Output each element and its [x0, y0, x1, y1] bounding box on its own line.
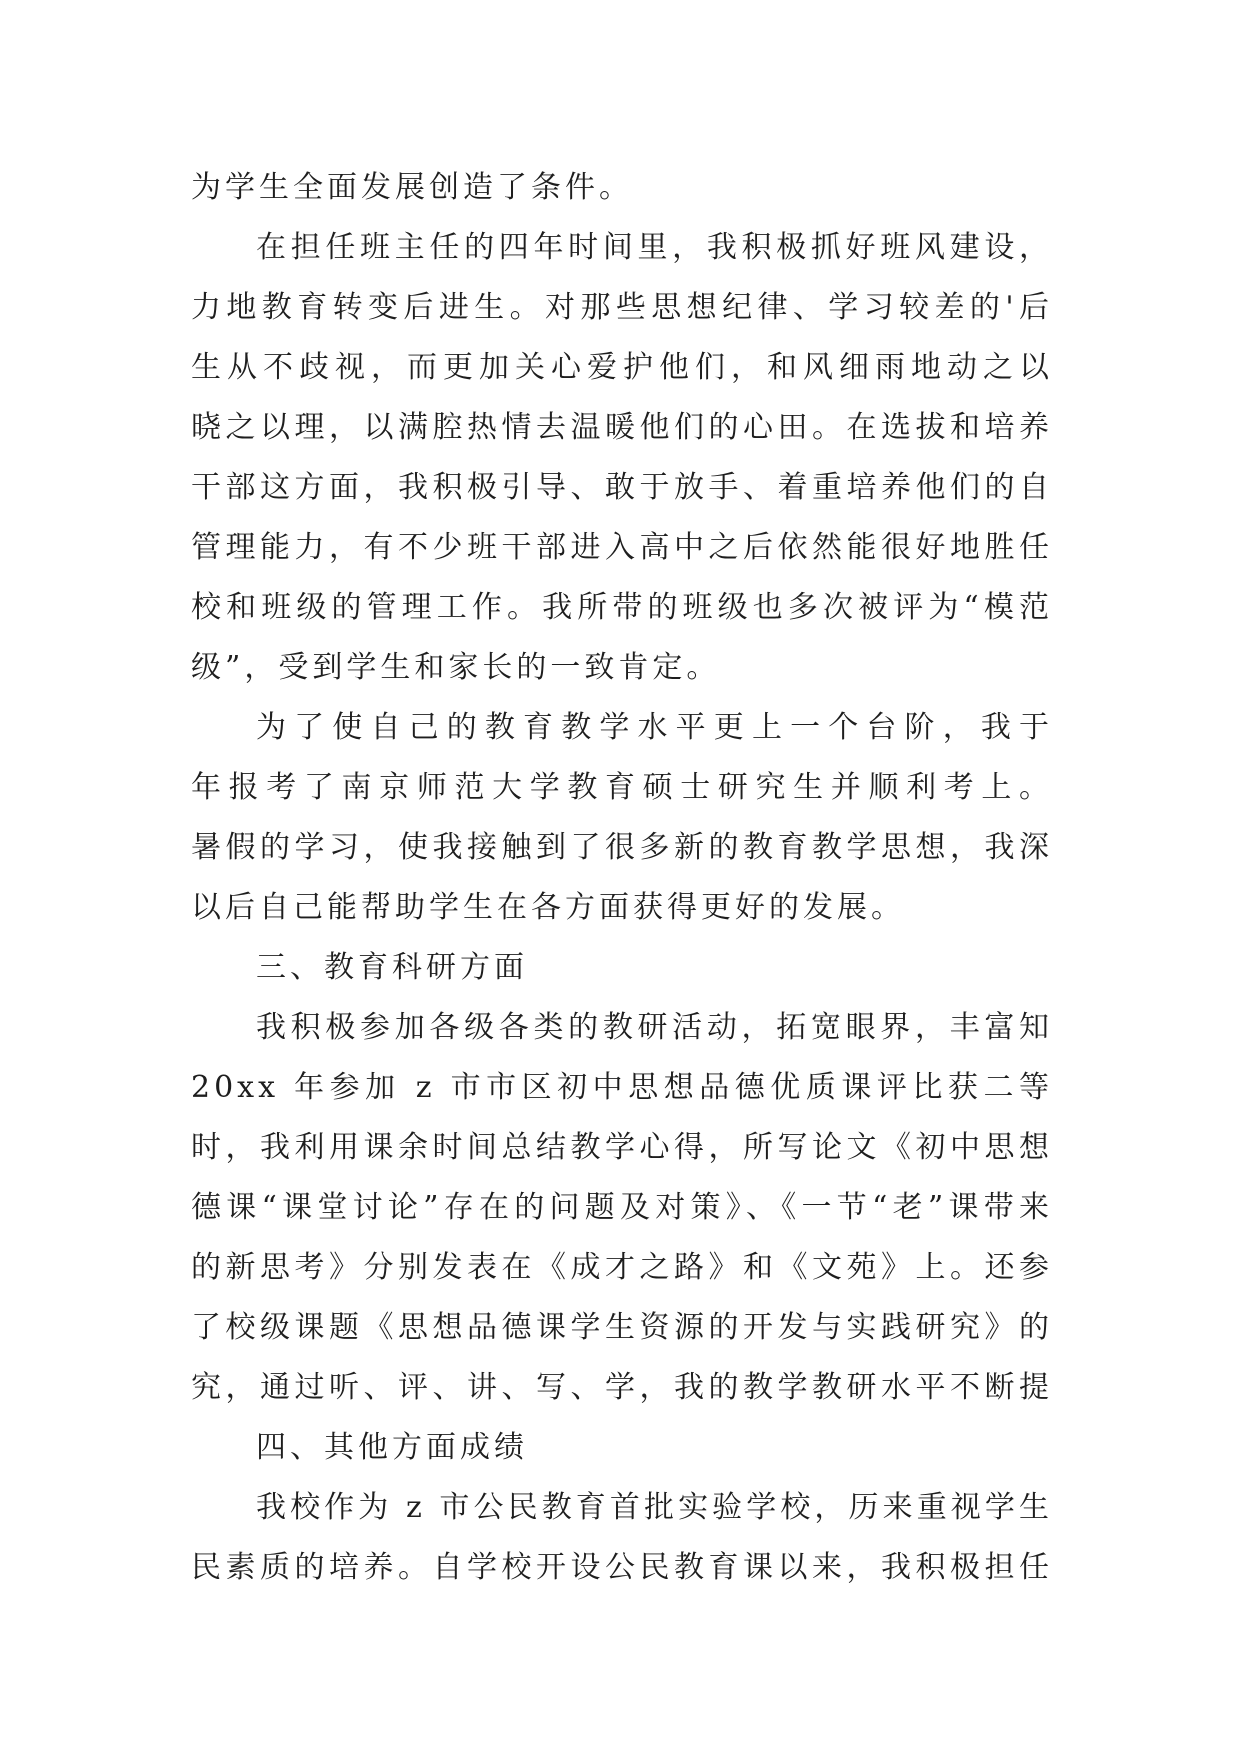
- text-line: 我校作为 z 市公民教育首批实验学校，历来重视学生: [256, 1490, 1053, 1525]
- text-line: 的新思考》分别发表在《成才之路》和《文苑》上。还参: [191, 1250, 1053, 1285]
- text-line: 德课“课堂讨论”存在的问题及对策》、《一节“老”课带来: [191, 1190, 1053, 1225]
- text-line: 四、其他方面成绩: [256, 1430, 528, 1465]
- text-line: 时，我利用课余时间总结教学心得，所写论文《初中思想: [191, 1130, 1053, 1165]
- text-line: 年报考了南京师范大学教育硕士研究生并顺利考上。: [191, 770, 1053, 805]
- text-line: 级”，受到学生和家长的一致肯定。: [191, 650, 721, 685]
- text-line: 干部这方面，我积极引导、敢于放手、着重培养他们的自: [191, 470, 1053, 505]
- text-line: 究，通过听、评、讲、写、学，我的教学教研水平不断提: [191, 1370, 1053, 1405]
- text-line: 我积极参加各级各类的教研活动，拓宽眼界，丰富知: [256, 1010, 1053, 1045]
- text-line: 校和班级的管理工作。我所带的班级也多次被评为“模范: [191, 590, 1053, 625]
- text-line: 暑假的学习，使我接触到了很多新的教育教学思想，我深: [191, 830, 1053, 865]
- text-line: 为了使自己的教育教学水平更上一个台阶，我于: [256, 710, 1053, 745]
- text-line: 晓之以理，以满腔热情去温暖他们的心田。在选拔和培养: [191, 410, 1053, 445]
- text-line: 三、教育科研方面: [256, 950, 528, 985]
- text-line: 为学生全面发展创造了条件。: [191, 170, 633, 205]
- text-line: 民素质的培养。自学校开设公民教育课以来，我积极担任: [191, 1550, 1053, 1585]
- text-line: 管理能力，有不少班干部进入高中之后依然能很好地胜任: [191, 530, 1053, 565]
- text-line: 20xx 年参加 z 市市区初中思想品德优质课评比获二等: [191, 1070, 1053, 1105]
- text-line: 力地教育转变后进生。对那些思想纪律、学习较差的'后: [191, 290, 1053, 325]
- text-line: 生从不歧视，而更加关心爱护他们，和风细雨地动之以: [191, 350, 1053, 385]
- text-line: 在担任班主任的四年时间里，我积极抓好班风建设，: [256, 230, 1053, 265]
- document-body: [191, 158, 1053, 1598]
- text-line: 以后自己能帮助学生在各方面获得更好的发展。: [191, 890, 905, 925]
- text-line: 了校级课题《思想品德课学生资源的开发与实践研究》的: [191, 1310, 1053, 1345]
